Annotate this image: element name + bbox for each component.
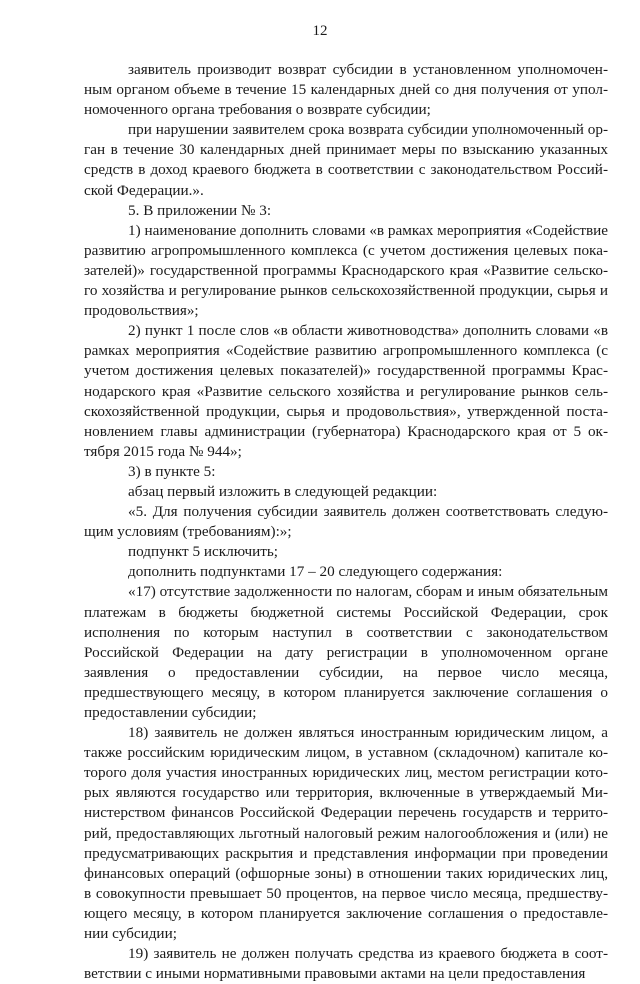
paragraph: «5. Для получения субсидии заявитель должен соответствовать следующим условиям (требованиям):»; [84,503,608,541]
paragraph: заявитель производит возврат субсидии в установленном уполномоченным органом объеме в течение 15 календарных дней со дня получения от уполномоченного органа требования о возврате субсидии; [84,61,608,119]
paragraph: «17) отсутствие задолженности по налогам, сборам и иным обязательным платежам в бюджеты бюджетной системы Российской Федерации, срок исполнения по которым наступил в соответствии с законодательством Российской Федерации на дату регистрации в уполномоченном органе заявления о предоставлении субсидии, на первое число месяца, предшествующего месяцу, в котором планируется заключение соглашения о предоставлении субсидии; [84,583,608,721]
paragraph: 19) заявитель не должен получать средства из краевого бюджета в соответствии с иными нормативными правовыми актами на цели предоставления [84,945,608,983]
page-number: 12 [312,23,328,39]
paragraph: 18) заявитель не должен являться иностранным юридическим лицом, а также российским юридическим лицом, в уставном (складочном) капитале которого доля участия иностранных юридических лиц, местом регистрации которых являются государство или территория, включенные в утверждаемый Министерством финансов Российской Федерации перечень государств и территорий, предоставляющих льготный налоговый режим налогообложения и (или) не предусматривающих раскрытия и представления информации при проведении финансовых операций (офшорные зоны) в отношении таких юридических лиц, в совокупности превышает 50 процентов, на первое число месяца, предшествующего месяцу, в котором планируется заключение соглашения о предоставлении субсидии; [84,724,608,943]
paragraph: 5. В приложении № 3: [128,201,272,219]
paragraph: 2) пункт 1 после слов «в области животноводства» дополнить словами «в рамках мероприятия «Содействие развитию агропромышленного комплекса (с учетом достижения целевых показателей)» государственной программы Краснодарского края «Развитие сельского хозяйства и регулирование рынков сельскохозяйственной продукции, сырья и продовольствия», утвержденной постановлением главы администрации (губернатора) Краснодарского края от 5 октября 2015 года № 944»; [84,322,608,460]
paragraph: 1) наименование дополнить словами «в рамках мероприятия «Содействие развитию агропромышленного комплекса (с учетом достижения целевых показателей)» государственной программы Краснодарского края «Развитие сельского хозяйства и регулирование рынков сельскохозяйственной продукции, сырья и продовольствия»; [84,221,608,320]
document-body [84,60,608,984]
paragraph: 3) в пункте 5: [128,462,216,480]
paragraph: дополнить подпунктами 17 – 20 следующего содержания: [128,563,503,581]
paragraph: абзац первый изложить в следующей редакции: [128,482,438,500]
paragraph: при нарушении заявителем срока возврата субсидии уполномоченный орган в течение 30 календарных дней принимает меры по взысканию указанных средств в доход краевого бюджета в соответствии с законодательством Российской Федерации.». [84,121,608,199]
paragraph: подпункт 5 исключить; [128,543,279,561]
